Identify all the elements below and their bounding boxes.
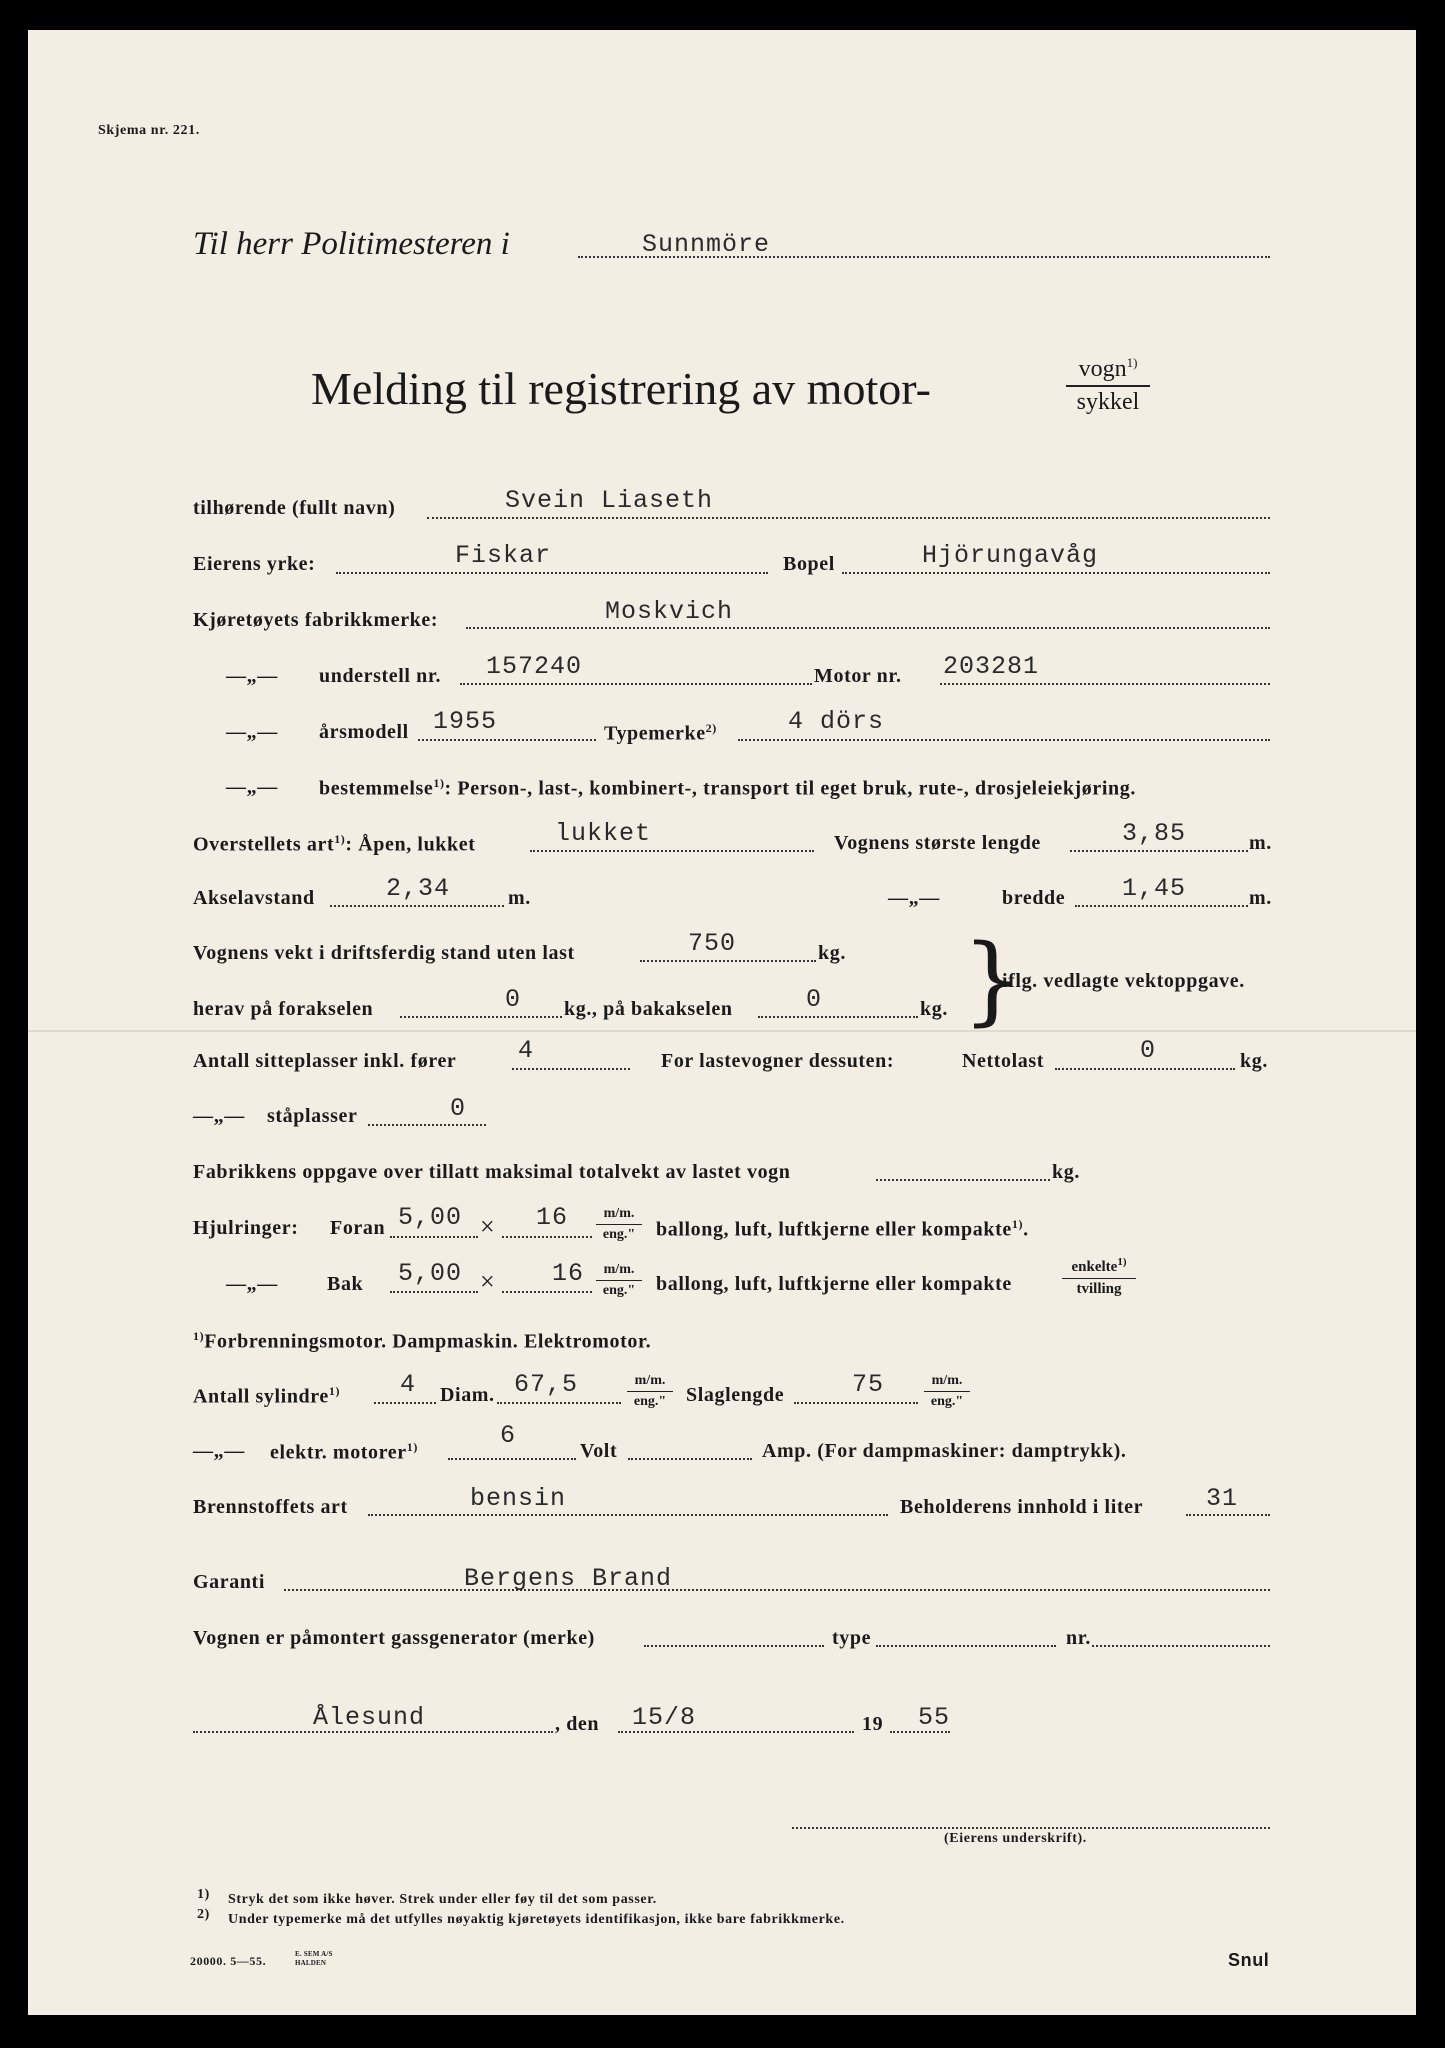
signature-line — [792, 1827, 1270, 1829]
tyres-front-width: 5,00 — [398, 1203, 463, 1232]
body-value: lukket — [555, 819, 652, 848]
ditto-mark: —„— — [193, 1440, 245, 1462]
electric-label — [270, 1440, 418, 1465]
vehicle-kind-fraction — [1066, 355, 1150, 416]
unit-eng: eng." — [602, 1227, 636, 1242]
chassis-line — [460, 683, 812, 685]
unit-mm: m/m. — [596, 1262, 642, 1281]
signature-caption: (Eierens underskrift). — [944, 1831, 1087, 1846]
electric-line — [448, 1458, 576, 1460]
residence-line — [842, 572, 1270, 574]
owner-name-label: tilhørende (fullt navn) — [193, 497, 396, 519]
width-label: bredde — [1002, 887, 1066, 909]
tyres-label: Hjulringer: — [193, 1217, 299, 1239]
ditto-mark: —„— — [888, 887, 940, 909]
wheelbase-value: 2,34 — [386, 874, 451, 903]
motor-line — [940, 683, 1270, 685]
residence-label: Bopel — [783, 553, 835, 575]
single-sup: 1) — [1117, 1256, 1127, 1268]
twin-label: tvilling — [1076, 1281, 1122, 1297]
curb-weight-unit: kg. — [818, 942, 846, 964]
curb-weight-label: Vognens vekt i driftsferdig stand uten last — [193, 942, 575, 964]
occupation-value: Fiskar — [455, 541, 552, 570]
purpose-text: : Person-, last-, kombinert-, transport til eget bruk, rute-, drosjeleiekjøring. — [444, 777, 1136, 800]
tyres-front-label: Foran — [330, 1217, 386, 1239]
tyres-front-unit — [596, 1206, 642, 1243]
unit-mm: m/m. — [924, 1373, 970, 1392]
print-run: 20000. 5—55. — [190, 1954, 267, 1968]
owner-name-value: Svein Liaseth — [505, 486, 714, 515]
date-label: , den — [555, 1713, 600, 1735]
body-sup: 1) — [334, 832, 346, 846]
fuel-type-value: bensin — [470, 1484, 567, 1513]
single-twin-fraction — [1062, 1256, 1136, 1298]
times-sign: × — [480, 1212, 496, 1241]
printer-line-2: HALDEN — [295, 1959, 327, 1967]
footnote-text: Under typemerke må det utfylles nøyaktig kjøretøyets identifikasjon, ikke bare fabrikkmerke. — [228, 1912, 845, 1927]
gas-nr-label: nr. — [1066, 1627, 1091, 1649]
volt-label: Volt — [580, 1440, 618, 1462]
unit-eng: eng." — [930, 1394, 964, 1409]
body-label: Overstellets art — [193, 833, 335, 856]
type-label-text: Typemerke — [604, 722, 706, 745]
diam-label: Diam. — [440, 1384, 495, 1406]
gas-type-line — [876, 1645, 1056, 1647]
standing-label: ståplasser — [267, 1105, 358, 1127]
cylinders-sup: 1) — [328, 1384, 341, 1398]
purpose-label: bestemmelse — [319, 777, 434, 800]
stroke-value: 75 — [852, 1370, 885, 1399]
tyres-rear-diameter: 16 — [552, 1259, 585, 1288]
tyres-rear-diameter-line — [502, 1291, 592, 1293]
length-label: Vognens største lengde — [834, 832, 1041, 854]
netload-unit: kg. — [1240, 1050, 1268, 1072]
model-year-line — [418, 739, 596, 741]
cylinders-value: 4 — [400, 1370, 417, 1399]
single-label: enkelte — [1071, 1259, 1118, 1275]
cargo-label: For lastevogner dessuten: — [661, 1050, 895, 1072]
type-line — [738, 739, 1270, 741]
tyres-rear-width: 5,00 — [398, 1259, 463, 1288]
diam-value: 67,5 — [514, 1370, 579, 1399]
rear-axle-value: 0 — [806, 985, 823, 1014]
form-number: Skjema nr. 221. — [98, 123, 200, 138]
body-fill-line — [530, 850, 814, 852]
length-unit: m. — [1249, 832, 1272, 854]
wheelbase-line — [330, 905, 504, 907]
type-value: 4 dörs — [788, 707, 885, 736]
type-sup: 2) — [705, 721, 717, 735]
fold-line — [28, 1030, 1416, 1032]
residence-value: Hjörungavåg — [922, 541, 1099, 570]
model-year-value: 1955 — [433, 707, 498, 736]
cylinders-label — [193, 1384, 340, 1409]
front-axle-label: herav på forakselen — [193, 998, 374, 1020]
tyres-rear-unit — [596, 1262, 642, 1299]
tyres-front-type-end: . — [1023, 1218, 1029, 1241]
occupation-line — [336, 572, 768, 574]
front-axle-value: 0 — [505, 985, 522, 1014]
width-unit: m. — [1249, 887, 1272, 909]
footnote-mark: 2) — [197, 1907, 210, 1922]
tyres-front-type — [656, 1217, 1029, 1242]
place-value: Ålesund — [313, 1703, 426, 1732]
tyres-front-type-sup: 1) — [1011, 1217, 1024, 1231]
vehicle-kind-sykkel: sykkel — [1076, 389, 1140, 415]
ditto-mark: —„— — [226, 776, 278, 798]
length-line — [1070, 850, 1248, 852]
insurance-line — [284, 1589, 1270, 1591]
date-value: 15/8 — [632, 1703, 697, 1732]
year-prefix: 19 — [862, 1713, 884, 1735]
tyres-rear-width-line — [390, 1291, 478, 1293]
make-value: Moskvich — [605, 597, 734, 626]
front-axle-line — [400, 1016, 562, 1018]
type-label — [604, 721, 717, 746]
wheelbase-unit: m. — [508, 887, 531, 909]
unit-eng: eng." — [602, 1283, 636, 1298]
model-year-label: årsmodell — [319, 721, 409, 743]
ditto-mark: —„— — [226, 1273, 278, 1295]
vehicle-kind-sup: 1) — [1126, 355, 1138, 370]
tyres-front-type-text: ballong, luft, luftkjerne eller kompakte — [656, 1218, 1012, 1241]
diam-unit — [627, 1373, 673, 1410]
tyres-rear-label: Bak — [327, 1273, 364, 1295]
max-weight-label: Fabrikkens oppgave over tillatt maksimal totalvekt av lastet vogn — [193, 1161, 791, 1183]
rear-axle-line — [758, 1016, 918, 1018]
gas-type-label: type — [832, 1627, 872, 1649]
netload-value: 0 — [1140, 1036, 1157, 1065]
netload-label: Nettolast — [962, 1050, 1045, 1072]
seats-line — [512, 1068, 630, 1070]
addressee-value: Sunnmöre — [642, 230, 771, 259]
tank-line — [1186, 1514, 1270, 1516]
unit-mm: m/m. — [596, 1206, 642, 1225]
vehicle-kind-vogn: vogn — [1078, 356, 1127, 382]
motor-value: 203281 — [943, 652, 1040, 681]
seats-value: 4 — [518, 1036, 535, 1065]
weight-note: iflg. vedlagte vektoppgave. — [1002, 970, 1245, 992]
curb-weight-line — [640, 960, 816, 962]
insurance-label: Garanti — [193, 1571, 265, 1593]
year-value: 55 — [918, 1703, 951, 1732]
width-value: 1,45 — [1122, 874, 1187, 903]
times-sign: × — [480, 1267, 496, 1296]
max-weight-line — [876, 1179, 1050, 1181]
engine-kinds — [193, 1329, 651, 1354]
form-sheet — [28, 30, 1416, 2015]
insurance-value: Bergens Brand — [464, 1564, 673, 1593]
netload-line — [1055, 1068, 1235, 1070]
chassis-value: 157240 — [486, 652, 583, 681]
rear-axle-label: kg., på bakakselen — [564, 998, 733, 1020]
printer-name — [295, 1950, 333, 1968]
electric-sup: 1) — [406, 1440, 418, 1454]
owner-name-line — [427, 517, 1270, 519]
make-line — [466, 627, 1270, 629]
engine-kinds-sup: 1) — [193, 1329, 205, 1343]
tank-label: Beholderens innhold i liter — [900, 1496, 1144, 1518]
brace: } — [962, 924, 1024, 1036]
unit-mm: m/m. — [627, 1373, 673, 1392]
standing-value: 0 — [450, 1094, 467, 1123]
amp-label: Amp. (For dampmaskiner: damptrykk). — [762, 1440, 1127, 1462]
occupation-label: Eierens yrke: — [193, 553, 316, 575]
gas-generator-line — [644, 1645, 824, 1647]
fuel-type-line — [368, 1514, 888, 1516]
width-line — [1075, 905, 1248, 907]
fuel-type-label: Brennstoffets art — [193, 1496, 348, 1518]
electric-value: 6 — [500, 1421, 517, 1450]
snul-stamp: Snul — [1228, 1950, 1270, 1970]
tank-value: 31 — [1206, 1484, 1239, 1513]
gas-generator-label: Vognen er påmontert gassgenerator (merke) — [193, 1627, 595, 1649]
stroke-label: Slaglengde — [686, 1384, 785, 1406]
electric-label-text: elektr. motorer — [270, 1441, 407, 1464]
gas-nr-line — [1092, 1645, 1270, 1647]
tyres-front-diameter-line — [502, 1236, 592, 1238]
stroke-line — [794, 1402, 918, 1404]
ditto-mark: —„— — [193, 1105, 245, 1127]
page-title: Melding til registrering av motor- — [311, 363, 931, 414]
seats-label: Antall sitteplasser inkl. fører — [193, 1050, 457, 1072]
cylinders-line — [374, 1402, 436, 1404]
wheelbase-label: Akselavstand — [193, 887, 315, 909]
max-weight-unit: kg. — [1052, 1161, 1080, 1183]
length-value: 3,85 — [1122, 819, 1187, 848]
tyres-rear-type: ballong, luft, luftkjerne eller kompakte — [656, 1273, 1012, 1295]
curb-weight-value: 750 — [688, 929, 737, 958]
engine-kinds-text: Forbrenningsmotor. Dampmaskin. Elektromotor. — [204, 1330, 652, 1353]
standing-line — [368, 1124, 486, 1126]
addressee-label: Til herr Politimesteren i — [193, 226, 510, 262]
tyres-front-width-line — [390, 1236, 478, 1238]
stroke-unit — [924, 1373, 970, 1410]
cylinders-label-text: Antall sylindre — [193, 1385, 329, 1408]
diam-line — [497, 1402, 621, 1404]
body-options: : Åpen, lukket — [345, 833, 476, 856]
volt-line — [628, 1458, 752, 1460]
purpose-line — [319, 776, 1136, 801]
purpose-sup: 1) — [433, 776, 445, 790]
body-line — [193, 832, 476, 857]
motor-label: Motor nr. — [814, 665, 902, 687]
rear-axle-unit: kg. — [920, 998, 948, 1020]
footnote-text: Stryk det som ikke høver. Strek under eller føy til det som passer. — [228, 1892, 657, 1907]
chassis-label: understell nr. — [319, 665, 442, 687]
tyres-front-diameter: 16 — [536, 1203, 569, 1232]
ditto-mark: —„— — [226, 721, 278, 743]
footnote-mark: 1) — [197, 1887, 210, 1902]
unit-eng: eng." — [633, 1394, 667, 1409]
ditto-mark: —„— — [226, 665, 278, 687]
printer-line-1: E. SEM A/S — [295, 1950, 333, 1958]
make-label: Kjøretøyets fabrikkmerke: — [193, 609, 439, 631]
